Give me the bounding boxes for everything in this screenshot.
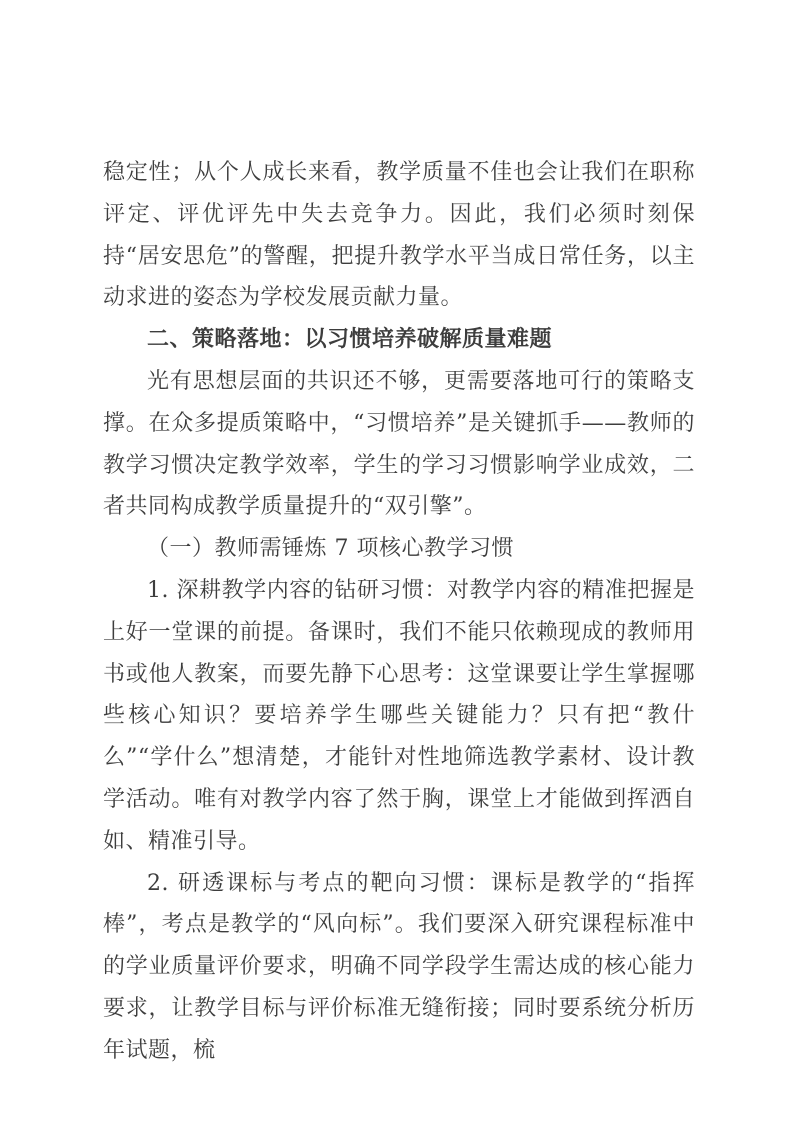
document-body [103, 152, 695, 1072]
body-paragraph-item-1: 1. 深耕教学内容的钻研习惯：对教学内容的精准把握是上好一堂课的前提。备课时，我们不能只依赖现成的教师用书或他人教案，而要先静下心思考：这堂课要让学生掌握哪些核心知识？要培养学生哪些关键能力？只有把“教什么”“学什么”想清楚，才能针对性地筛选教学素材、设计教学活动。唯有对教学内容了然于胸，课堂上才能做到挥洒自如、精准引导。 [103, 577, 695, 854]
section-heading: 二、策略落地：以习惯培养破解质量难题 [147, 326, 553, 353]
body-paragraph: 光有思想层面的共识还不够，更需要落地可行的策略支撑。在众多提质策略中，“习惯培养”是关键抓手——教师的教学习惯决定教学效率，学生的学习习惯影响学业成效，二者共同构成教学质量提升的“双引擎”。 [103, 368, 695, 520]
body-paragraph-item-2: 2. 研透课标与考点的靶向习惯：课标是教学的“指挥棒”，考点是教学的“风向标”。我们要深入研究课程标准中的学业质量评价要求，明确不同学段学生需达成的核心能力要求，让教学目标与评价标准无缝衔接；同时要系统分析历年试题，梳 [103, 870, 695, 1063]
subsection-heading: （一）教师需锤炼 7 项核心教学习惯 [147, 536, 514, 562]
body-paragraph-continuation: 稳定性；从个人成长来看，教学质量不佳也会让我们在职称评定、评优评先中失去竞争力。因此，我们必须时刻保持“居安思危”的警醒，把提升教学水平当成日常任务，以主动求进的姿态为学校发展贡献力量。 [103, 160, 695, 311]
